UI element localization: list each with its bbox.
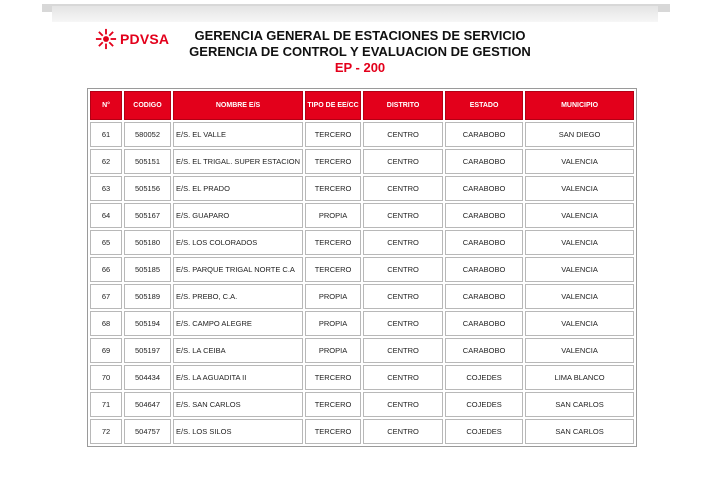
cell-estado: CARABOBO: [445, 176, 523, 201]
cell-nombre: E/S. PREBO, C.A.: [173, 284, 303, 309]
table-row: [90, 122, 634, 147]
cell-tipo: TERCERO: [305, 149, 361, 174]
cell-estado: CARABOBO: [445, 122, 523, 147]
cell-distrito: CENTRO: [363, 338, 443, 363]
logo-text: PDVSA: [120, 31, 170, 47]
cell-num: 62: [90, 149, 122, 174]
header-tipo: TIPO DE EE/CC: [305, 91, 361, 120]
cell-nombre: E/S. LA CEIBA: [173, 338, 303, 363]
cell-codigo: 505151: [124, 149, 171, 174]
cell-codigo: 504757: [124, 419, 171, 444]
cell-num: 69: [90, 338, 122, 363]
cell-distrito: CENTRO: [363, 230, 443, 255]
cell-municipio: SAN CARLOS: [525, 392, 634, 417]
cell-estado: CARABOBO: [445, 311, 523, 336]
cell-nombre: E/S. EL PRADO: [173, 176, 303, 201]
cell-distrito: CENTRO: [363, 149, 443, 174]
table-row: [90, 203, 634, 228]
cell-distrito: CENTRO: [363, 392, 443, 417]
cell-tipo: TERCERO: [305, 122, 361, 147]
cell-codigo: 504647: [124, 392, 171, 417]
cell-codigo: 504434: [124, 365, 171, 390]
document-code: EP - 200: [334, 60, 386, 75]
title-line-2: GERENCIA DE CONTROL Y EVALUACION DE GESTION: [189, 44, 531, 59]
cell-municipio: VALENCIA: [525, 338, 634, 363]
cell-num: 64: [90, 203, 122, 228]
cell-nombre: E/S. LA AGUADITA II: [173, 365, 303, 390]
cell-estado: CARABOBO: [445, 338, 523, 363]
cell-num: 66: [90, 257, 122, 282]
cell-distrito: CENTRO: [363, 419, 443, 444]
cell-distrito: CENTRO: [363, 257, 443, 282]
cell-codigo: 505194: [124, 311, 171, 336]
table-row: [90, 392, 634, 417]
cell-nombre: E/S. LOS COLORADOS: [173, 230, 303, 255]
cell-num: 70: [90, 365, 122, 390]
cell-tipo: PROPIA: [305, 311, 361, 336]
cell-codigo: 505197: [124, 338, 171, 363]
cell-municipio: LIMA BLANCO: [525, 365, 634, 390]
header-nombre: NOMBRE E/S: [173, 91, 303, 120]
cell-municipio: VALENCIA: [525, 230, 634, 255]
cell-tipo: TERCERO: [305, 176, 361, 201]
cell-distrito: CENTRO: [363, 311, 443, 336]
table-row: [90, 419, 634, 444]
cell-municipio: SAN CARLOS: [525, 419, 634, 444]
cell-distrito: CENTRO: [363, 365, 443, 390]
cell-estado: CARABOBO: [445, 149, 523, 174]
cell-codigo: 505156: [124, 176, 171, 201]
cell-nombre: E/S. PARQUE TRIGAL NORTE C.A: [173, 257, 303, 282]
cell-tipo: TERCERO: [305, 419, 361, 444]
table-row: [90, 176, 634, 201]
table-row: [90, 338, 634, 363]
cell-num: 72: [90, 419, 122, 444]
table-row: [90, 230, 634, 255]
cell-tipo: TERCERO: [305, 392, 361, 417]
cell-nombre: E/S. GUAPARO: [173, 203, 303, 228]
cell-nombre: E/S. LOS SILOS: [173, 419, 303, 444]
header-codigo: CODIGO: [124, 91, 171, 120]
cell-tipo: TERCERO: [305, 230, 361, 255]
cell-municipio: VALENCIA: [525, 203, 634, 228]
cell-nombre: E/S. CAMPO ALEGRE: [173, 311, 303, 336]
table-row: [90, 257, 634, 282]
cell-estado: CARABOBO: [445, 257, 523, 282]
cell-num: 61: [90, 122, 122, 147]
cell-municipio: VALENCIA: [525, 257, 634, 282]
cell-codigo: 505180: [124, 230, 171, 255]
cell-num: 67: [90, 284, 122, 309]
header-estado: ESTADO: [445, 91, 523, 120]
cell-nombre: E/S. EL VALLE: [173, 122, 303, 147]
cell-num: 65: [90, 230, 122, 255]
cell-distrito: CENTRO: [363, 122, 443, 147]
cell-codigo: 505167: [124, 203, 171, 228]
cell-distrito: CENTRO: [363, 176, 443, 201]
table-row: [90, 365, 634, 390]
cell-tipo: TERCERO: [305, 365, 361, 390]
table-header-row: [90, 91, 634, 120]
cell-estado: COJEDES: [445, 419, 523, 444]
stations-table: [87, 88, 637, 447]
cell-distrito: CENTRO: [363, 284, 443, 309]
cell-num: 68: [90, 311, 122, 336]
cell-tipo: TERCERO: [305, 257, 361, 282]
cell-municipio: VALENCIA: [525, 149, 634, 174]
cell-estado: COJEDES: [445, 392, 523, 417]
cell-municipio: VALENCIA: [525, 311, 634, 336]
cell-tipo: PROPIA: [305, 284, 361, 309]
cell-municipio: VALENCIA: [525, 176, 634, 201]
cell-distrito: CENTRO: [363, 203, 443, 228]
cell-estado: CARABOBO: [445, 230, 523, 255]
header-municipio: MUNICIPIO: [525, 91, 634, 120]
table-row: [90, 311, 634, 336]
title-line-1: GERENCIA GENERAL DE ESTACIONES DE SERVICIO: [194, 28, 526, 43]
cell-num: 71: [90, 392, 122, 417]
cell-estado: COJEDES: [445, 365, 523, 390]
cell-nombre: E/S. SAN CARLOS: [173, 392, 303, 417]
cell-municipio: VALENCIA: [525, 284, 634, 309]
cell-codigo: 580052: [124, 122, 171, 147]
document-title: [150, 28, 570, 76]
cell-nombre: E/S. EL TRIGAL. SUPER ESTACION: [173, 149, 303, 174]
cell-estado: CARABOBO: [445, 203, 523, 228]
cell-codigo: 505185: [124, 257, 171, 282]
cell-tipo: PROPIA: [305, 203, 361, 228]
cell-codigo: 505189: [124, 284, 171, 309]
cell-estado: CARABOBO: [445, 284, 523, 309]
header-distrito: DISTRITO: [363, 91, 443, 120]
table-row: [90, 284, 634, 309]
pdvsa-sun-icon: [95, 28, 117, 50]
header-num: N°: [90, 91, 122, 120]
table-row: [90, 149, 634, 174]
cell-tipo: PROPIA: [305, 338, 361, 363]
top-band: [52, 6, 658, 22]
cell-municipio: SAN DIEGO: [525, 122, 634, 147]
cell-num: 63: [90, 176, 122, 201]
